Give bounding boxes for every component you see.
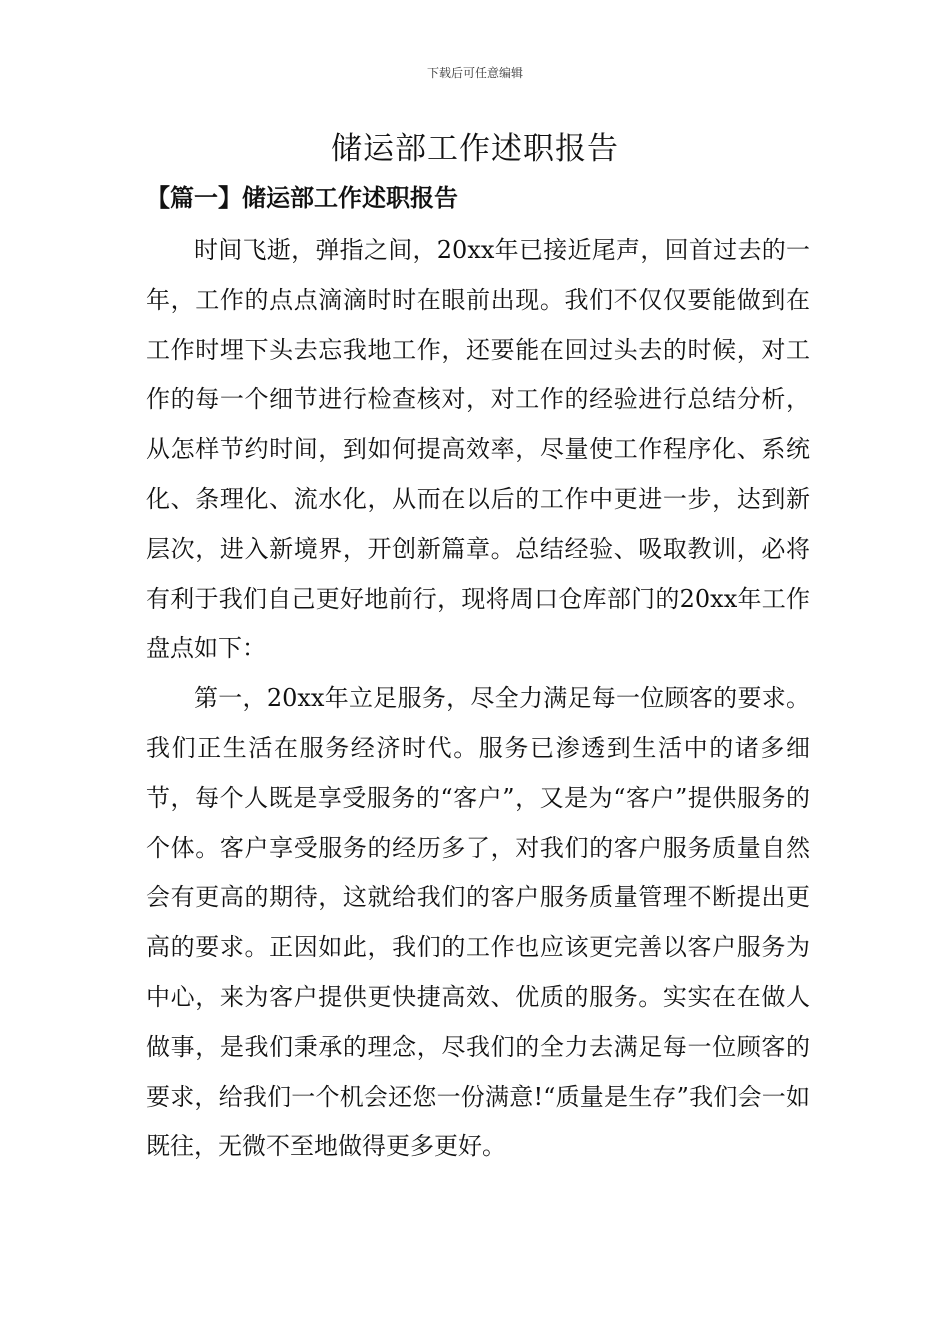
document-body (146, 226, 810, 1172)
document-title: 储运部工作述职报告 (331, 131, 619, 167)
header-note: 下载后可任意编辑 (426, 66, 523, 80)
body-paragraph: 第一，20xx年立足服务，尽全力满足每一位顾客的要求。我们正生活在服务经济时代。服务已渗透到生活中的诸多细节，每个人既是享受服务的“客户”，又是为“客户”提供服务的个体。客户享受服务的经历多了，对我们的客户服务质量自然会有更高的期待，这就给我们的客户服务质量管理不断提出更高的要求。正因如此，我们的工作也应该更完善以客户服务为中心，来为客户提供更快捷高效、优质的服务。实实在在做人做事，是我们秉承的理念，尽我们的全力去满足每一位顾客的要求，给我们一个机会还您一份满意!“质量是生存”我们会一如既往，无微不至地做得更多更好。 (146, 684, 810, 1161)
section-heading: 【篇一】储运部工作述职报告 (146, 183, 458, 212)
body-paragraph: 时间飞逝，弹指之间，20xx年已接近尾声，回首过去的一年，工作的点点滴滴时时在眼前出现。我们不仅仅要能做到在工作时埋下头去忘我地工作，还要能在回过头去的时候，对工作的每一个细节进行检查核对，对工作的经验进行总结分析，从怎样节约时间，到如何提高效率，尽量使工作程序化、系统化、条理化、流水化，从而在以后的工作中更进一步，达到新层次，进入新境界，开创新篇章。总结经验、吸取教训，必将有利于我们自己更好地前行，现将周口仓库部门的20xx年工作盘点如下： (146, 236, 810, 663)
